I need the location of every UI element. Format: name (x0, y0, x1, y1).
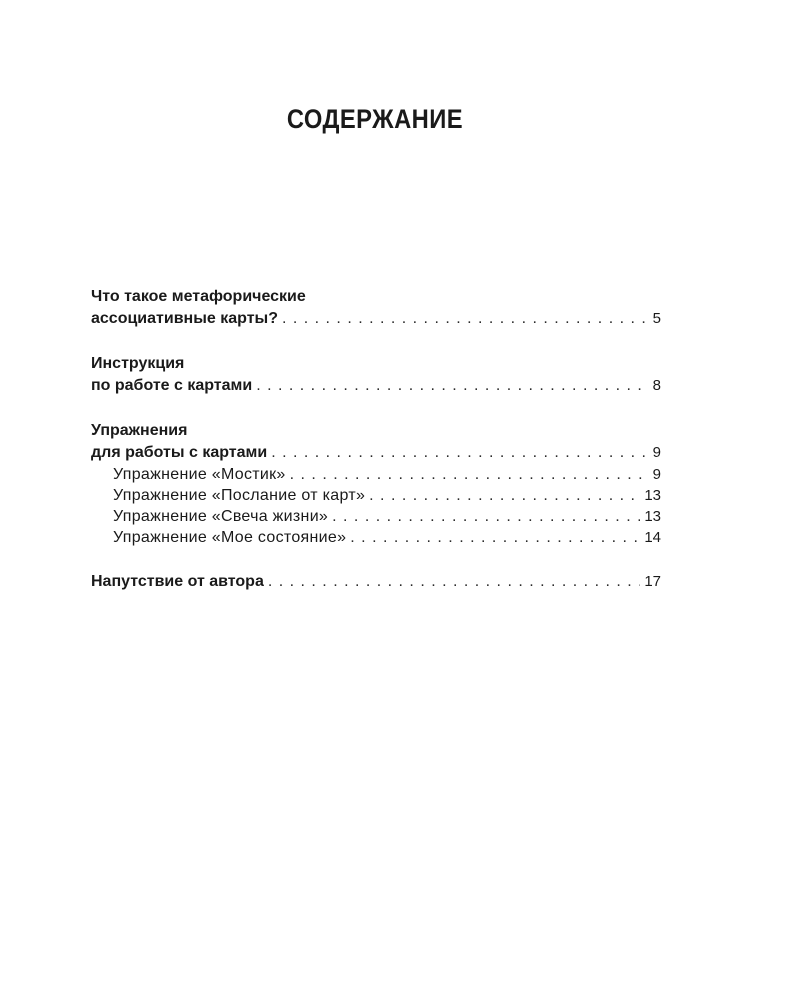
toc-page-number: 13 (644, 487, 661, 504)
toc-entry-title-line1: Упражнения (91, 422, 188, 439)
toc-entry-what-are-cards (91, 286, 661, 330)
dot-leader (350, 527, 640, 548)
toc-subentry-candle[interactable] (91, 506, 661, 527)
toc-entry-title-line1: Что такое метафорические (91, 288, 306, 305)
toc-subentry-text: Упражнение «Мостик» (113, 466, 286, 483)
toc-entry-title-line1: Инструкция (91, 355, 185, 372)
dot-leader (268, 571, 640, 593)
dot-leader (256, 375, 648, 397)
toc-entry-title-text: для работы с картами (91, 444, 268, 461)
toc-entry-title-line2[interactable] (91, 571, 661, 593)
dot-leader (282, 308, 649, 330)
toc-page-number: 13 (644, 508, 661, 525)
toc-page-number: 14 (644, 529, 661, 546)
toc-page-number: 5 (652, 310, 661, 327)
toc-subentry-text: Упражнение «Свеча жизни» (113, 508, 329, 525)
toc-entry-instructions (91, 353, 661, 397)
toc-subentry-bridge[interactable] (91, 464, 661, 485)
dot-leader (369, 485, 640, 506)
toc-entry-title-text: по работе с картами (91, 377, 253, 394)
toc-page-number: 9 (652, 444, 661, 461)
toc-subentry-text: Упражнение «Мое состояние» (113, 529, 347, 546)
toc-page-number: 8 (652, 377, 661, 394)
toc-subentry-message[interactable] (91, 485, 661, 506)
page-title: СОДЕРЖАНИЕ (286, 104, 464, 134)
table-of-contents (91, 286, 661, 616)
toc-entry-title-text: Напутствие от автора (91, 573, 264, 590)
dot-leader (332, 506, 640, 527)
toc-entry-title-text: ассоциативные карты? (91, 310, 278, 327)
dot-leader (271, 442, 648, 464)
toc-subentry-text: Упражнение «Послание от карт» (113, 487, 366, 504)
toc-page-number: 9 (652, 466, 661, 483)
toc-entry-title-line2[interactable] (91, 375, 661, 397)
toc-entry-author-note (91, 571, 661, 593)
toc-entry-title-line2[interactable] (91, 308, 661, 330)
dot-leader (290, 464, 649, 485)
toc-entry-exercises (91, 420, 661, 548)
toc-entry-title-line2[interactable] (91, 442, 661, 464)
toc-page-number: 17 (644, 573, 661, 590)
toc-subentry-state[interactable] (91, 527, 661, 548)
